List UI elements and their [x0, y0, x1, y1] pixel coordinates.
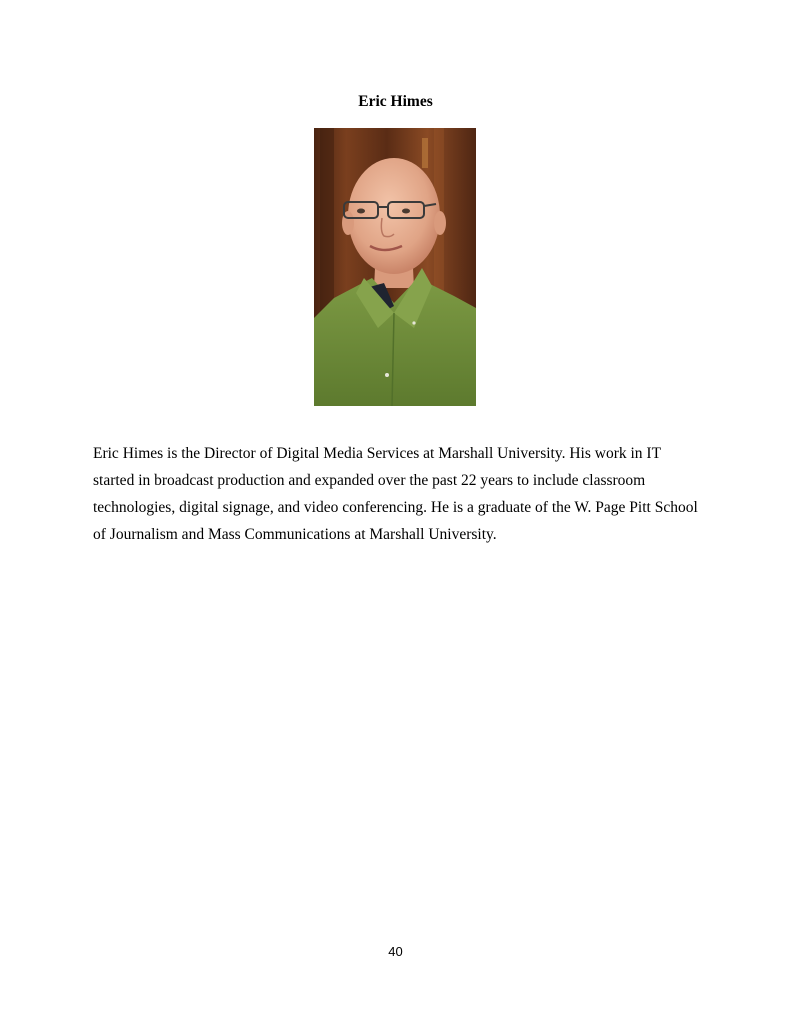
page-number: 40	[388, 944, 403, 959]
portrait-photo	[314, 128, 476, 406]
page-title: Eric Himes	[358, 93, 433, 110]
bio-paragraph: Eric Himes is the Director of Digital Media Services at Marshall University. His work in IT started in broadcast production and expanded over the past 22 years to include classroom technologies, digital signage, and video conferencing. He is a graduate of the W. Page Pitt School of Journalism and Mass Communications at Marshall University.	[93, 445, 698, 543]
